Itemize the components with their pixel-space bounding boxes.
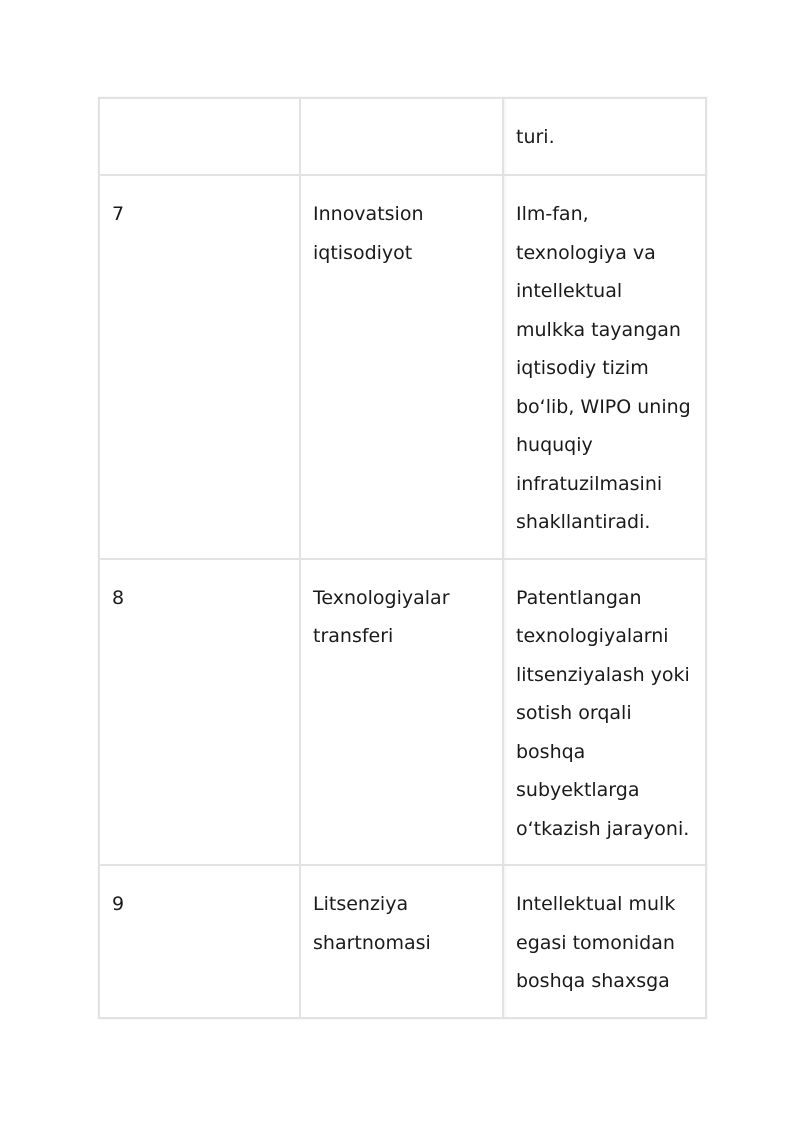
description-text: Patentlangan texnologiyalarni litsenziyalash yoki sotish orqali boshqa subyektlarga o‘tkazish jarayoni. — [516, 586, 690, 840]
table-row — [99, 559, 706, 866]
term-cell — [300, 175, 503, 559]
description-cell — [503, 559, 706, 866]
description-text: turi. — [516, 126, 555, 148]
row-number: 9 — [112, 893, 125, 915]
description-cell — [503, 865, 706, 1018]
term-cell — [300, 865, 503, 1018]
number-cell — [99, 98, 300, 175]
row-number: 8 — [112, 586, 125, 609]
row-number: 7 — [112, 203, 125, 225]
description-text: Ilm-fan, texnologiya va intellektual mulkka tayangan iqtisodiy tizim bo‘lib, WIPO uning huquqiy infratuzilmasini shakllantiradi. — [516, 203, 691, 533]
table-row — [99, 865, 706, 1018]
term-text: Innovatsion iqtisodiyot — [313, 203, 424, 264]
term-text: Texnologiyalar transferi — [313, 586, 450, 647]
description-text: Intellektual mulk egasi tomonidan boshqa shaxsga — [516, 893, 676, 992]
number-cell — [99, 175, 300, 559]
number-cell — [99, 865, 300, 1018]
term-text: Litsenziya shartnomasi — [313, 893, 431, 954]
description-cell — [503, 175, 706, 559]
glossary-table — [98, 97, 707, 1019]
term-cell — [300, 559, 503, 866]
table-row — [99, 98, 706, 175]
table-row — [99, 175, 706, 559]
term-cell — [300, 98, 503, 175]
number-cell — [99, 559, 300, 866]
description-cell — [503, 98, 706, 175]
